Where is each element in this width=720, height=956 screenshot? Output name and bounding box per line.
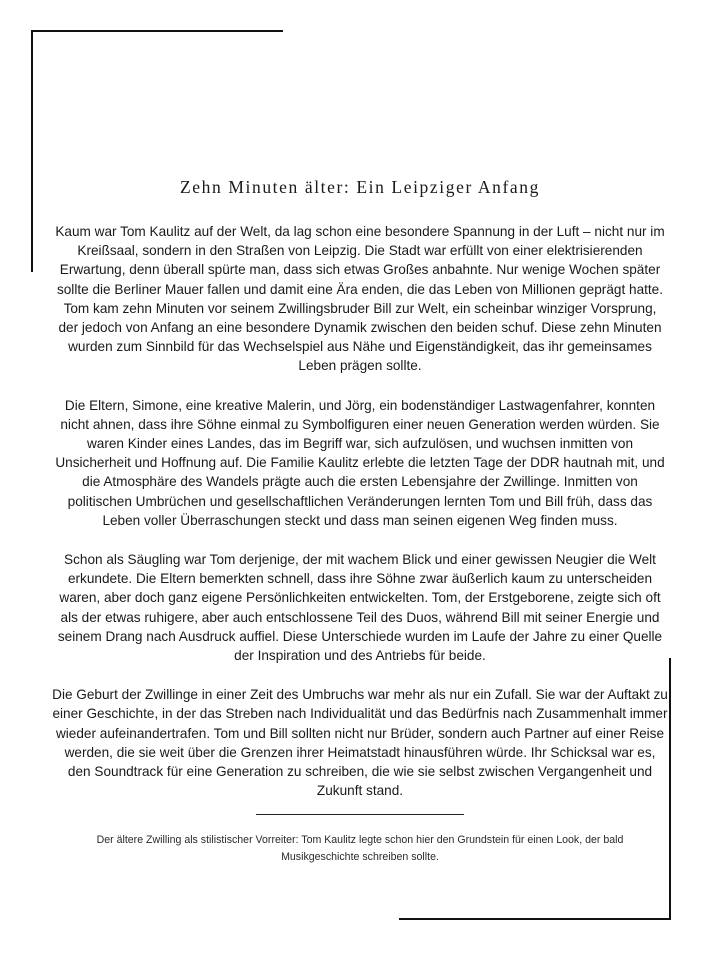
chapter-title: Zehn Minuten älter: Ein Leipziger Anfang — [180, 177, 540, 197]
paragraph-1: Kaum war Tom Kaulitz auf der Welt, da lag schon eine besondere Spannung in der Luft – nicht nur im Kreißsaal, sondern in den Straßen von Leipzig. Die Stadt war erfüllt von einer elektrisierenden Erwartung, denn überall spürte man, dass sich etwas Großes anbahnte. Nur wenige Wochen später sollte die Berliner Mauer fallen und damit eine Ära enden, die das Leben von Millionen geprägt hatte. Tom kam zehn Minuten vor seinem Zwillingsbruder Bill zur Welt, ein scheinbar winziger Vorsprung, der jedoch von Anfang an eine besondere Dynamik zwischen den beiden schuf. Diese zehn Minuten wurden zum Sinnbild für das Wechselspiel aus Nähe und Eigenständigkeit, das ihr gemeinsames Leben prägen sollte. — [55, 224, 665, 374]
paragraph-2: Die Eltern, Simone, eine kreative Malerin, und Jörg, ein bodenständiger Lastwagenfahrer, konnten nicht ahnen, dass ihre Söhne einmal zu Symbolfiguren einer neuen Generation werden würden. Sie waren Kinder eines Landes, das im Begriff war, sich aufzulösen, und wuchsen inmitten von Unsicherheit und Hoffnung auf. Die Familie Kaulitz erlebte die letzten Tage der DDR hautnah mit, und die Atmosphäre des Wandels prägte auch die ersten Lebensjahre der Zwillinge. Inmitten von politischen Umbrüchen und gesellschaftlichen Veränderungen lernten Tom und Bill früh, dass das Leben voller Überraschungen steckt und dass man seinen eigenen Weg finden muss. — [55, 397, 665, 528]
image-caption: Der ältere Zwilling als stilistischer Vorreiter: Tom Kaulitz legte schon hier den Grundstein für einen Look, der bald Musikgeschichte schreiben sollte. — [96, 834, 624, 864]
caption-divider — [256, 814, 464, 815]
chapter-content — [52, 177, 668, 866]
paragraph-4: Die Geburt der Zwillinge in einer Zeit des Umbruchs war mehr als nur ein Zufall. Sie war der Auftakt zu einer Geschichte, in der das Streben nach Individualität und das Bedürfnis nach Zusammenhalt immer wieder aufeinandertrafen. Tom und Bill sollten nicht nur Brüder, sondern auch Partner auf einer Reise werden, die sie weit über die Grenzen ihrer Heimatstadt hinausführen würde. Ihr Schicksal war es, den Soundtrack für eine Generation zu schreiben, die wie sie selbst zwischen Vergangenheit und Zukunft stand. — [52, 687, 668, 799]
paragraph-3: Schon als Säugling war Tom derjenige, der mit wachem Blick und einer gewissen Neugier die Welt erkundete. Die Eltern bemerkten schnell, dass ihre Söhne zwar äußerlich kaum zu unterscheiden waren, aber doch ganz eigene Persönlichkeiten entwickelten. Tom, der Erstgeborene, zeigte sich oft als der etwas ruhigere, aber auch entschlossene Teil des Duos, während Bill mit seiner Energie und seinem Drang nach Ausdruck auffiel. Diese Unterschiede wurden im Laufe der Jahre zu einer Quelle der Inspiration und des Antriebs für beide. — [57, 552, 663, 664]
